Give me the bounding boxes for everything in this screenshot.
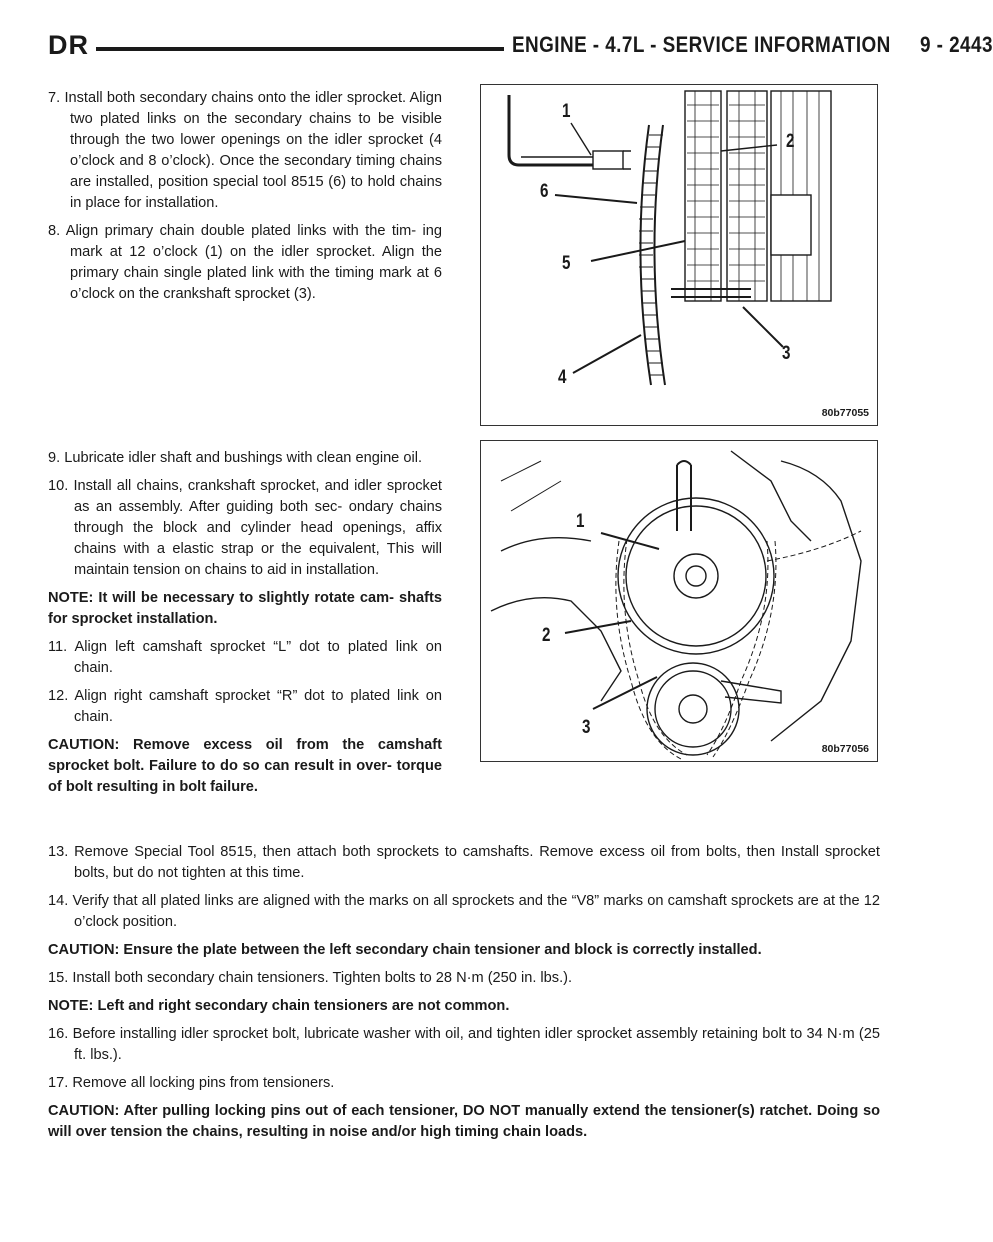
- step-13: 13. Remove Special Tool 8515, then attach both sprockets to camshafts. Remove excess oil from bolts, then Install sprocket bolts, but do not tighten at this time.: [48, 844, 880, 881]
- caution-locking-pins: CAUTION: After pulling locking pins out of each tensioner, DO NOT manually extend the tensioner(s) ratchet. Doing so will over tension the chains, resulting in noise and/or high timing chain loads.: [48, 1103, 880, 1140]
- header-title-text: ENGINE - 4.7L - SERVICE INFORMATION: [512, 32, 891, 57]
- step-16: 16. Before installing idler sprocket bolt, lubricate washer with oil, and tighten idler sprocket assembly retaining bolt to 34 N·m (25 ft. lbs.).: [48, 1026, 880, 1063]
- step-8: 8. Align primary chain double plated links with the tim- ing mark at 12 o’clock (1) on the idler sprocket. Align the primary chain single plated link with the timing mark at 6 o’clock on the crankshaft sprocket (3).: [48, 223, 442, 302]
- header-section-title: [512, 32, 993, 58]
- callout-5: 5: [562, 253, 571, 274]
- figure-80b77055: [480, 84, 878, 426]
- page-header: [48, 30, 993, 70]
- steps-7-8: [48, 88, 442, 312]
- figure-id: 80b77055: [821, 407, 869, 419]
- sprocket-alignment-illustration: [481, 441, 877, 761]
- callout-1: 1: [562, 101, 571, 122]
- callout-3: 3: [782, 343, 791, 364]
- chain-tool-illustration: [481, 85, 877, 425]
- step-7: 7. Install both secondary chains onto the idler sprocket. Align two plated links on the secondary chains to be visible through the two lower openings on the idler sprocket (4 o’clock and 8 o’clock). Once the secondary timing chains are installed, position special tool 8515 (6) to hold chains in place for installation.: [48, 90, 442, 211]
- figure-80b77056: [480, 440, 878, 762]
- header-manual-code: DR: [48, 30, 89, 60]
- note-rotate-camshafts: NOTE: It will be necessary to slightly rotate cam- shafts for sprocket installation.: [48, 590, 442, 627]
- steps-13-17: [48, 842, 880, 1150]
- callout-2: 2: [786, 131, 795, 152]
- step-10: 10. Install all chains, crankshaft sprocket, and idler sprocket as an assembly. After guiding both sec- ondary chains through the block and cylinder head openings, affix chains with a elastic strap or the equivalent, This will maintain tension on chains to aid in installation.: [48, 478, 442, 578]
- figure-id: 80b77056: [821, 743, 869, 755]
- step-9: 9. Lubricate idler shaft and bushings with clean engine oil.: [48, 450, 423, 466]
- callout-3: 3: [582, 717, 591, 738]
- step-12: 12. Align right camshaft sprocket “R” dot to plated link on chain.: [48, 688, 443, 725]
- caution-tensioner-plate: CAUTION: Ensure the plate between the left secondary chain tensioner and block is correctly installed.: [48, 942, 762, 958]
- step-15: 15. Install both secondary chain tensioners. Tighten bolts to 28 N·m (250 in. lbs.).: [48, 970, 573, 986]
- page-number: 9 - 2443: [920, 32, 993, 57]
- caution-excess-oil: CAUTION: Remove excess oil from the camshaft sprocket bolt. Failure to do so can result in over- torque of bolt resulting in bolt failure.: [48, 737, 442, 795]
- step-14: 14. Verify that all plated links are aligned with the marks on all sprockets and the “V8” marks on camshaft sprockets are at the 12 o’clock position.: [48, 893, 880, 930]
- note-tensioners-not-common: NOTE: Left and right secondary chain tensioners are not common.: [48, 998, 510, 1014]
- steps-9-12: [48, 448, 442, 805]
- step-17: 17. Remove all locking pins from tensioners.: [48, 1075, 335, 1091]
- callout-1: 1: [576, 511, 585, 532]
- callout-2: 2: [542, 625, 551, 646]
- callout-4: 4: [558, 367, 567, 388]
- callout-6: 6: [540, 181, 549, 202]
- step-11: 11. Align left camshaft sprocket “L” dot to plated link on chain.: [48, 639, 442, 676]
- header-rule: [96, 47, 504, 51]
